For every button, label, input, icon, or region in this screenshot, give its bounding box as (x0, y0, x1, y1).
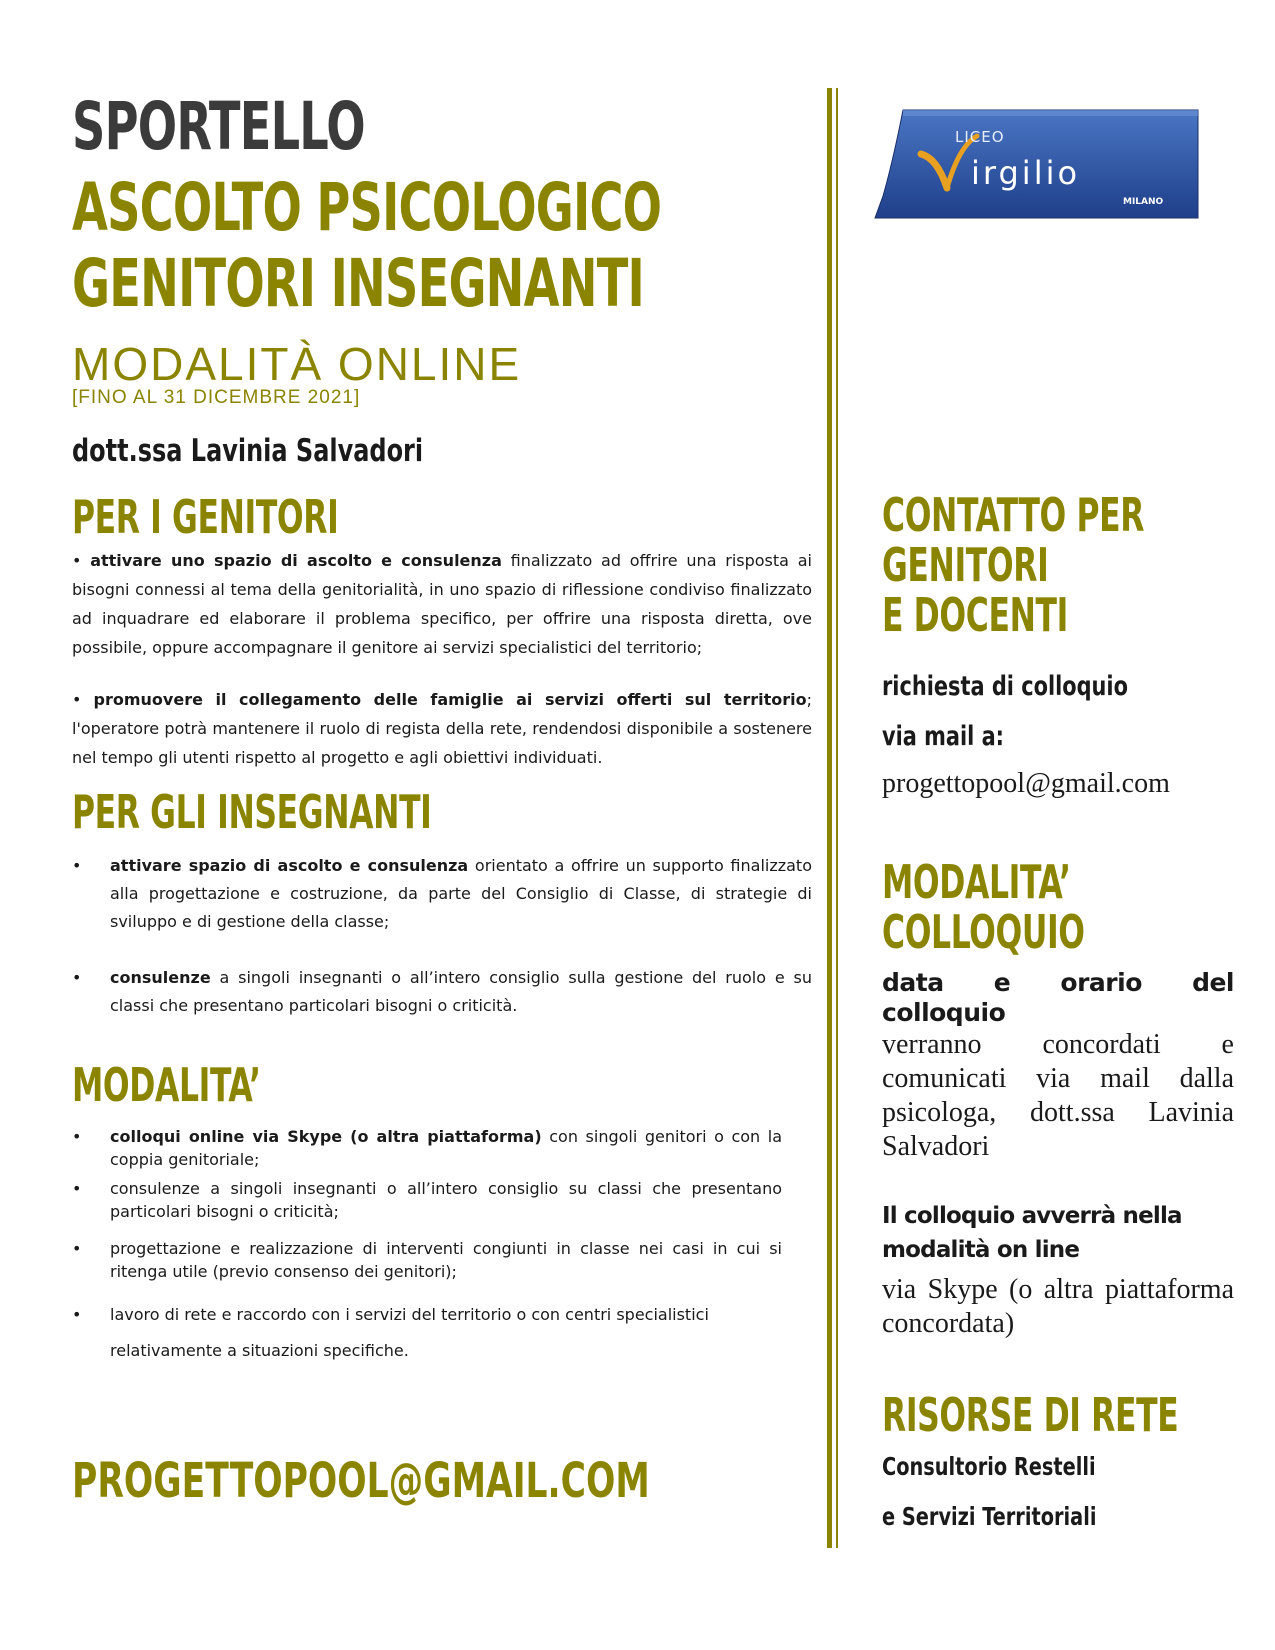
heading-modalita-colloquio (882, 857, 1085, 957)
date-limit: [FINO AL 31 DICEMBRE 2021] (72, 387, 361, 408)
contatto-request (882, 662, 1128, 762)
online-body: via Skype (o altra piattaforma concordata) (882, 1274, 1234, 1339)
title-line-ascolto: ASCOLTO PSICOLOGICO (72, 169, 662, 246)
email-footer: PROGETTOPOOL@GMAIL.COM (72, 1453, 650, 1509)
heading-risorse: RISORSE DI RETE (882, 1388, 1179, 1442)
list-item: • consulenze a singoli insegnanti o all’intero consiglio sulla gestione del ruolo e su classi che presentano particolari bisogni o criticità. (72, 968, 812, 1015)
modalita-1-text: con singoli genitori o con la coppia genitoriale; (110, 1127, 783, 1169)
colloquio-body: verranno concordati e comunicati via mail dalla psicologa, dott.ssa Lavinia Salvadori (882, 1029, 1234, 1162)
title-line-genitori: GENITORI INSEGNANTI (72, 245, 644, 322)
heading-modalita: MODALITA’ (72, 1058, 261, 1112)
heading-colloquio-line2: COLLOQUIO (882, 905, 1085, 959)
insegnanti-1-bold: attivare spazio di ascolto e consulenza (110, 856, 469, 875)
online-bold: Il colloquio avverrà nella modalità on line (882, 1203, 1182, 1263)
heading-colloquio-line1: MODALITA’ (882, 855, 1071, 909)
contact-email[interactable]: progettopool@gmail.com (882, 768, 1170, 799)
genitori-2-bold: promuovere il collegamento delle famiglie ai servizi offerti sul territorio (93, 690, 807, 709)
paragraph-genitori-1: • attivare uno spazio di ascolto e consulenza finalizzato ad offrire una risposta ai bisogni connessi al tema della genitorialità, in uno spazio di riflessione condiviso finalizzato ad inquadrare ed elaborare il problema specifico, per offrire una risposta diretta, ove possibile, oppure accompagnare il genitore ai servizi specialistici del territorio; (72, 551, 812, 657)
list-item: • consulenze a singoli insegnanti o all’intero consiglio su classi che presentano particolari bisogni o criticità; (72, 1179, 782, 1221)
genitori-1-text: finalizzato ad offrire una risposta ai bisogni connessi al tema della genitorialità, in uno spazio di riflessione condiviso finalizzato ad inquadrare ed elaborare il problema specifico, per offrire una risposta diretta, ove possibile, oppure accompagnare il genitore ai servizi specialistici del territorio; (72, 551, 812, 657)
heading-genitori: PER I GENITORI (72, 490, 339, 544)
online-info (882, 1199, 1234, 1341)
heading-contatto-line1: CONTATTO PER (882, 488, 1145, 542)
risorse-list (882, 1442, 1096, 1542)
insegnanti-2-bold: consulenze (110, 968, 211, 987)
heading-contatto-line3: E DOCENTI (882, 588, 1068, 642)
insegnanti-1-text: orientato a offrire un supporto finalizzato alla progettazione e costruzione, da parte del Consiglio di Classe, di strategie di sviluppo e di gestione della classe; (110, 856, 812, 931)
column-divider (827, 88, 835, 1548)
colloquio-bold: data e orario del colloquio (882, 968, 1234, 1027)
colloquio-text (882, 968, 1234, 1164)
risorse-line1: Consultorio Restelli (882, 1452, 1096, 1481)
heading-insegnanti: PER GLI INSEGNANTI (72, 785, 432, 839)
risorse-line2: e Servizi Territoriali (882, 1502, 1097, 1531)
genitori-1-bold: attivare uno spazio di ascolto e consulenza (90, 551, 502, 570)
paragraph-genitori-2: • promuovere il collegamento delle famiglie ai servizi offerti sul territorio; l'operatore potrà mantenere il ruolo di regista della rete, rendendosi disponibile a sostenere nel tempo gli utenti rispetto al progetto e agli obiettivi individuati. (72, 690, 812, 767)
genitori-2-text: ; l'operatore potrà mantenere il ruolo di regista della rete, rendendosi disponibile a sostenere nel tempo gli utenti rispetto al progetto e agli obiettivi individuati. (72, 690, 812, 767)
list-item: • attivare spazio di ascolto e consulenza orientato a offrire un supporto finalizzato alla progettazione e costruzione, da parte del Consiglio di Classe, di strategie di sviluppo e di gestione della classe; (72, 856, 812, 931)
modalita-4-line2: relativamente a situazioni specifiche. (110, 1341, 409, 1360)
liceo-virgilio-logo (873, 106, 1205, 221)
insegnanti-2-text: a singoli insegnanti o all’intero consiglio sulla gestione del ruolo e su classi che presentano particolari bisogni o criticità. (110, 968, 812, 1015)
list-item: • colloqui online via Skype (o altra piattaforma) con singoli genitori o con la coppia genitoriale; (72, 1127, 783, 1169)
list-insegnanti (72, 852, 812, 1020)
doctor-name: dott.ssa Lavinia Salvadori (72, 433, 424, 469)
contatto-request-line2: via mail a: (882, 721, 1005, 752)
modalita-1-bold: colloqui online via Skype (o altra piattaforma) (110, 1127, 542, 1146)
logo-liceo-text: LICEO (955, 128, 1005, 146)
list-item: • lavoro di rete e raccordo con i servizi del territorio o con centri specialistici relativamente a situazioni specifiche. (72, 1305, 709, 1360)
modalita-4-line1: lavoro di rete e raccordo con i servizi del territorio o con centri specialistici (110, 1305, 709, 1324)
contatto-request-line1: richiesta di colloquio (882, 671, 1128, 702)
heading-contatto (882, 490, 1144, 640)
title-main (72, 170, 661, 322)
modalita-3-text: progettazione e realizzazione di interventi congiunti in classe nei casi in cui si ritenga utile (previo consenso dei genitori); (110, 1239, 782, 1281)
list-modalita (72, 1125, 812, 1369)
logo-milano-text: MILANO (1123, 197, 1164, 207)
heading-contatto-line2: GENITORI (882, 538, 1049, 592)
subtitle-modalita-online: MODALITÀ ONLINE (72, 338, 522, 390)
modalita-2-text: consulenze a singoli insegnanti o all’intero consiglio su classi che presentano particolari bisogni o criticità; (110, 1179, 782, 1221)
list-item: • progettazione e realizzazione di interventi congiunti in classe nei casi in cui si ritenga utile (previo consenso dei genitori); (72, 1239, 782, 1281)
title-sportello: SPORTELLO (72, 88, 365, 165)
logo-virgilio-text: irgilio (971, 154, 1081, 192)
